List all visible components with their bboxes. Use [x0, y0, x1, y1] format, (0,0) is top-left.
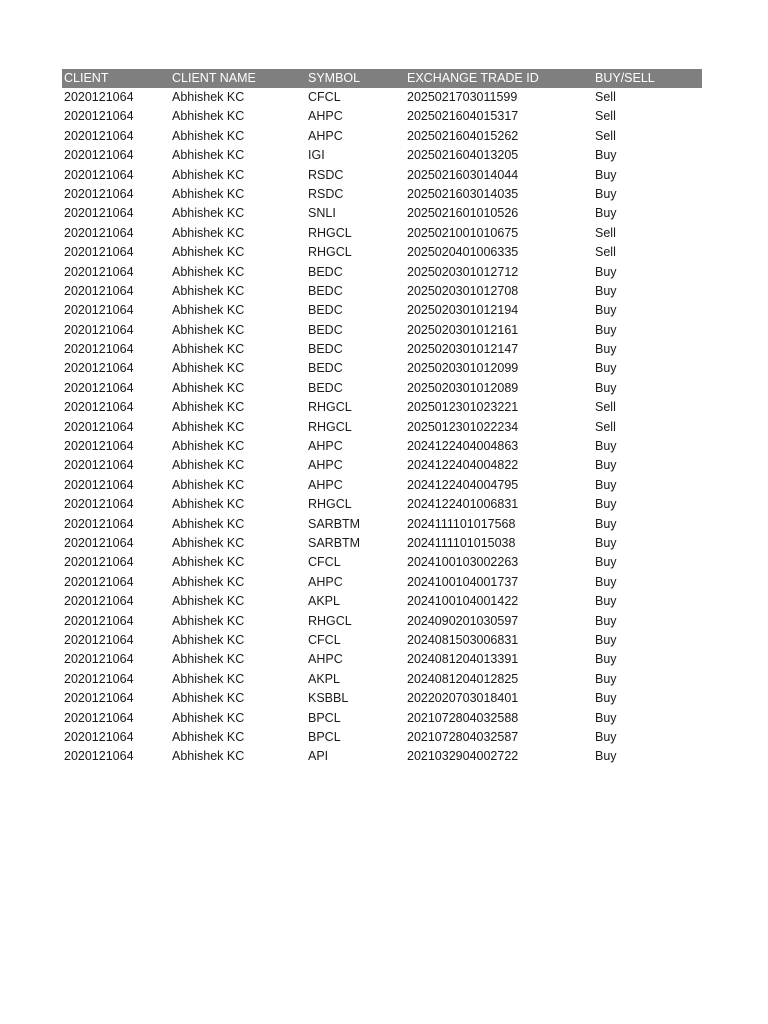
cell-trade-id: 2021072804032588: [407, 710, 519, 725]
cell-trade-id: 2024122404004822: [407, 458, 519, 473]
cell-symbol: AHPC: [308, 128, 343, 143]
cell-symbol: RHGCL: [308, 400, 352, 415]
cell-client-name: Abhishek KC: [172, 671, 245, 686]
cell-side: Buy: [595, 283, 617, 298]
cell-symbol: CFCL: [308, 632, 341, 647]
cell-trade-id: 2021072804032587: [407, 729, 519, 744]
cell-symbol: CFCL: [308, 555, 341, 570]
table-row: [62, 592, 702, 611]
cell-client: 2020121064: [64, 458, 134, 473]
cell-side: Sell: [595, 245, 616, 260]
cell-trade-id: 2025020301012194: [407, 303, 519, 318]
cell-client: 2020121064: [64, 225, 134, 240]
cell-trade-id: 2025021603014035: [407, 186, 519, 201]
cell-side: Sell: [595, 225, 616, 240]
cell-trade-id: 2025020401006335: [407, 245, 519, 260]
cell-client: 2020121064: [64, 632, 134, 647]
cell-symbol: BEDC: [308, 342, 343, 357]
cell-client: 2020121064: [64, 167, 134, 182]
table-row: [62, 495, 702, 514]
table-row: [62, 224, 702, 243]
table-row: [62, 515, 702, 534]
table-row: [62, 379, 702, 398]
table-row: [62, 321, 702, 340]
cell-trade-id: 2025020301012161: [407, 322, 519, 337]
cell-trade-id: 2024111101017568: [407, 516, 516, 531]
cell-trade-id: 2024090201030597: [407, 613, 519, 628]
cell-symbol: RHGCL: [308, 225, 352, 240]
cell-side: Buy: [595, 303, 617, 318]
cell-trade-id: 2025012301023221: [407, 400, 519, 415]
cell-side: Buy: [595, 342, 617, 357]
cell-symbol: RHGCL: [308, 419, 352, 434]
cell-symbol: BEDC: [308, 283, 343, 298]
cell-client: 2020121064: [64, 128, 134, 143]
cell-side: Buy: [595, 574, 617, 589]
header-client: CLIENT: [64, 70, 109, 85]
trades-table: [62, 69, 702, 767]
cell-trade-id: 2025021601010526: [407, 206, 519, 221]
cell-client: 2020121064: [64, 710, 134, 725]
cell-client-name: Abhishek KC: [172, 283, 245, 298]
cell-symbol: BEDC: [308, 303, 343, 318]
cell-symbol: KSBBL: [308, 691, 349, 706]
table-row: [62, 88, 702, 107]
cell-side: Buy: [595, 148, 617, 163]
cell-trade-id: 2024081503006831: [407, 632, 519, 647]
cell-symbol: SARBTM: [308, 516, 361, 531]
cell-side: Buy: [595, 671, 617, 686]
cell-trade-id: 2024100104001737: [407, 574, 519, 589]
cell-symbol: AKPL: [308, 594, 340, 609]
cell-client: 2020121064: [64, 303, 134, 318]
table-row: [62, 282, 702, 301]
cell-trade-id: 2025021604015262: [407, 128, 519, 143]
cell-client: 2020121064: [64, 90, 134, 104]
table-row: [62, 553, 702, 572]
cell-symbol: IGI: [308, 148, 325, 163]
cell-client: 2020121064: [64, 109, 134, 124]
cell-client-name: Abhishek KC: [172, 186, 245, 201]
table-row: [62, 728, 702, 747]
cell-client: 2020121064: [64, 691, 134, 706]
table-row: [62, 631, 702, 650]
cell-symbol: AHPC: [308, 458, 343, 473]
table-row: [62, 650, 702, 669]
cell-side: Buy: [595, 167, 617, 182]
cell-symbol: CFCL: [308, 90, 341, 104]
cell-client: 2020121064: [64, 264, 134, 279]
cell-client: 2020121064: [64, 283, 134, 298]
cell-symbol: BEDC: [308, 264, 343, 279]
cell-client-name: Abhishek KC: [172, 574, 245, 589]
cell-client: 2020121064: [64, 148, 134, 163]
cell-trade-id: 2024122401006831: [407, 497, 519, 512]
cell-client-name: Abhishek KC: [172, 225, 245, 240]
cell-side: Sell: [595, 109, 616, 124]
cell-client-name: Abhishek KC: [172, 691, 245, 706]
cell-client: 2020121064: [64, 380, 134, 395]
cell-symbol: BEDC: [308, 361, 343, 376]
cell-client: 2020121064: [64, 594, 134, 609]
table-row: [62, 185, 702, 204]
table-row: [62, 263, 702, 282]
table-row: [62, 456, 702, 475]
cell-client: 2020121064: [64, 652, 134, 667]
cell-side: Buy: [595, 632, 617, 647]
table-row: [62, 476, 702, 495]
cell-client-name: Abhishek KC: [172, 729, 245, 744]
cell-trade-id: 2025020301012099: [407, 361, 519, 376]
cell-side: Buy: [595, 477, 617, 492]
cell-symbol: SNLI: [308, 206, 336, 221]
cell-trade-id: 2025021603014044: [407, 167, 519, 182]
cell-client-name: Abhishek KC: [172, 497, 245, 512]
cell-client-name: Abhishek KC: [172, 128, 245, 143]
cell-side: Buy: [595, 729, 617, 744]
cell-symbol: AHPC: [308, 574, 343, 589]
cell-client-name: Abhishek KC: [172, 167, 245, 182]
cell-client-name: Abhishek KC: [172, 361, 245, 376]
cell-side: Buy: [595, 594, 617, 609]
cell-client: 2020121064: [64, 613, 134, 628]
cell-symbol: RSDC: [308, 167, 344, 182]
table-row: [62, 534, 702, 553]
cell-client: 2020121064: [64, 516, 134, 531]
cell-client: 2020121064: [64, 749, 134, 764]
cell-client: 2020121064: [64, 439, 134, 454]
cell-side: Buy: [595, 322, 617, 337]
cell-trade-id: 2021032904002722: [407, 749, 519, 764]
cell-client-name: Abhishek KC: [172, 613, 245, 628]
cell-side: Buy: [595, 652, 617, 667]
table-row: [62, 747, 702, 766]
cell-side: Buy: [595, 186, 617, 201]
cell-side: Sell: [595, 128, 616, 143]
cell-client: 2020121064: [64, 342, 134, 357]
cell-side: Buy: [595, 555, 617, 570]
cell-client-name: Abhishek KC: [172, 594, 245, 609]
table-row: [62, 243, 702, 262]
table-row: [62, 204, 702, 223]
cell-client: 2020121064: [64, 574, 134, 589]
table-row: [62, 107, 702, 126]
cell-side: Buy: [595, 710, 617, 725]
cell-trade-id: 2024122404004795: [407, 477, 519, 492]
cell-symbol: SARBTM: [308, 535, 361, 550]
header-trade-id: EXCHANGE TRADE ID: [407, 70, 539, 85]
cell-client: 2020121064: [64, 729, 134, 744]
cell-side: Buy: [595, 497, 617, 512]
cell-client: 2020121064: [64, 477, 134, 492]
cell-client: 2020121064: [64, 186, 134, 201]
table-row: [62, 709, 702, 728]
cell-trade-id: 2025021604015317: [407, 109, 519, 124]
cell-side: Buy: [595, 439, 617, 454]
cell-client-name: Abhishek KC: [172, 652, 245, 667]
cell-side: Buy: [595, 458, 617, 473]
cell-symbol: RHGCL: [308, 245, 352, 260]
table-row: [62, 670, 702, 689]
cell-client-name: Abhishek KC: [172, 90, 245, 104]
cell-client: 2020121064: [64, 245, 134, 260]
cell-client: 2020121064: [64, 322, 134, 337]
cell-client-name: Abhishek KC: [172, 535, 245, 550]
header-client-name: CLIENT NAME: [172, 70, 256, 85]
cell-client-name: Abhishek KC: [172, 303, 245, 318]
cell-side: Sell: [595, 90, 616, 104]
cell-symbol: BPCL: [308, 729, 341, 744]
cell-client-name: Abhishek KC: [172, 516, 245, 531]
cell-client-name: Abhishek KC: [172, 342, 245, 357]
cell-client-name: Abhishek KC: [172, 206, 245, 221]
table-row: [62, 166, 702, 185]
cell-trade-id: 2025020301012708: [407, 283, 519, 298]
cell-trade-id: 2024100103002263: [407, 555, 519, 570]
table-row: [62, 689, 702, 708]
cell-client-name: Abhishek KC: [172, 380, 245, 395]
cell-client: 2020121064: [64, 419, 134, 434]
cell-trade-id: 2024111101015038: [407, 535, 516, 550]
cell-client-name: Abhishek KC: [172, 148, 245, 163]
table-row: [62, 612, 702, 631]
header-side: BUY/SELL: [595, 70, 655, 85]
cell-trade-id: 2025020301012089: [407, 380, 519, 395]
cell-client: 2020121064: [64, 671, 134, 686]
cell-trade-id: 2022020703018401: [407, 691, 519, 706]
cell-side: Buy: [595, 613, 617, 628]
cell-trade-id: 2025020301012712: [407, 264, 519, 279]
cell-client-name: Abhishek KC: [172, 322, 245, 337]
table-row: [62, 127, 702, 146]
cell-side: Buy: [595, 380, 617, 395]
cell-symbol: RHGCL: [308, 497, 352, 512]
cell-trade-id: 2025021703011599: [407, 90, 518, 104]
cell-client: 2020121064: [64, 497, 134, 512]
cell-trade-id: 2025021001010675: [407, 225, 519, 240]
cell-side: Buy: [595, 691, 617, 706]
cell-side: Sell: [595, 400, 616, 415]
table-row: [62, 573, 702, 592]
cell-client: 2020121064: [64, 400, 134, 415]
cell-symbol: API: [308, 749, 329, 764]
cell-side: Buy: [595, 361, 617, 376]
cell-client-name: Abhishek KC: [172, 458, 245, 473]
cell-trade-id: 2025020301012147: [407, 342, 519, 357]
cell-symbol: BEDC: [308, 380, 343, 395]
header-symbol: SYMBOL: [308, 70, 361, 85]
cell-symbol: RHGCL: [308, 613, 352, 628]
table-row: [62, 359, 702, 378]
cell-symbol: RSDC: [308, 186, 344, 201]
table-row: [62, 340, 702, 359]
cell-client-name: Abhishek KC: [172, 245, 245, 260]
cell-trade-id: 2025021604013205: [407, 148, 519, 163]
table-row: [62, 146, 702, 165]
table-header-row: [62, 69, 702, 88]
table-row: [62, 418, 702, 437]
cell-side: Sell: [595, 419, 616, 434]
cell-trade-id: 2024081204012825: [407, 671, 519, 686]
table-row: [62, 301, 702, 320]
cell-side: Buy: [595, 535, 617, 550]
cell-symbol: AHPC: [308, 477, 343, 492]
cell-symbol: AKPL: [308, 671, 340, 686]
table-row: [62, 398, 702, 417]
cell-trade-id: 2024122404004863: [407, 439, 519, 454]
cell-symbol: AHPC: [308, 439, 343, 454]
cell-client-name: Abhishek KC: [172, 555, 245, 570]
cell-client-name: Abhishek KC: [172, 477, 245, 492]
cell-symbol: BEDC: [308, 322, 343, 337]
cell-trade-id: 2024100104001422: [407, 594, 519, 609]
cell-client-name: Abhishek KC: [172, 400, 245, 415]
cell-side: Buy: [595, 516, 617, 531]
cell-trade-id: 2024081204013391: [407, 652, 519, 667]
cell-client: 2020121064: [64, 535, 134, 550]
cell-client-name: Abhishek KC: [172, 109, 245, 124]
cell-side: Buy: [595, 206, 617, 221]
cell-client-name: Abhishek KC: [172, 749, 245, 764]
table-body: [62, 88, 702, 767]
cell-symbol: BPCL: [308, 710, 341, 725]
cell-client: 2020121064: [64, 361, 134, 376]
cell-client: 2020121064: [64, 206, 134, 221]
cell-client-name: Abhishek KC: [172, 419, 245, 434]
cell-client-name: Abhishek KC: [172, 439, 245, 454]
cell-client: 2020121064: [64, 555, 134, 570]
cell-client-name: Abhishek KC: [172, 632, 245, 647]
cell-symbol: AHPC: [308, 109, 343, 124]
cell-client-name: Abhishek KC: [172, 264, 245, 279]
cell-side: Buy: [595, 264, 617, 279]
cell-symbol: AHPC: [308, 652, 343, 667]
cell-trade-id: 2025012301022234: [407, 419, 519, 434]
cell-side: Buy: [595, 749, 617, 764]
table-row: [62, 437, 702, 456]
cell-client-name: Abhishek KC: [172, 710, 245, 725]
